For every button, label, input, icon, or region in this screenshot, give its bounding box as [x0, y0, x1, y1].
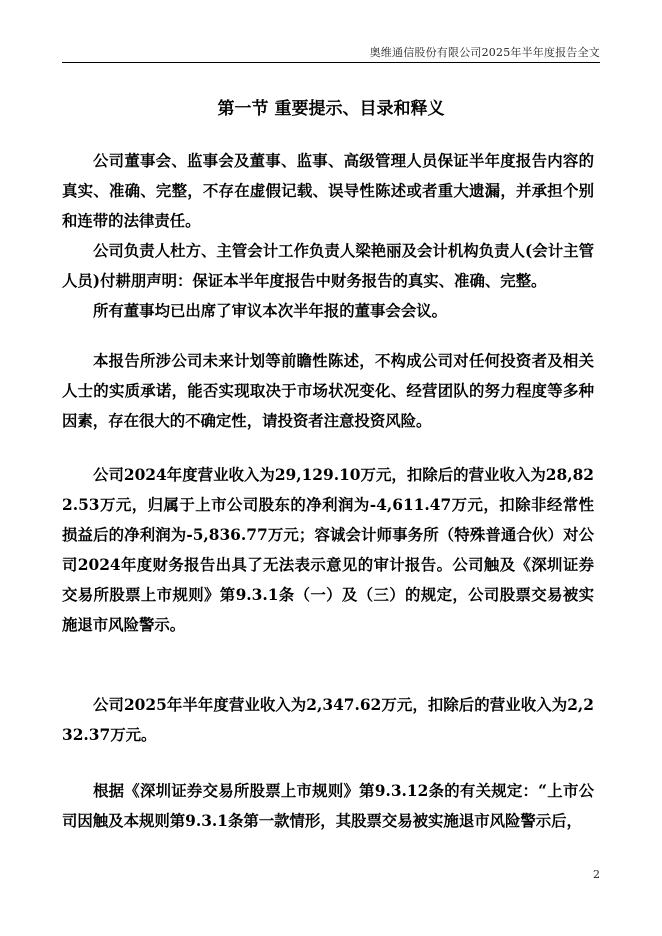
paragraph-board-guarantee: 公司董事会、监事会及董事、监事、高级管理人员保证半年度报告内容的真实、准确、完整，不存在虚假记载、误导性陈述或者重大遗漏，并承担个别和连带的法律责任。 — [62, 152, 594, 230]
page-number: 2 — [593, 868, 600, 881]
paragraph-forward-looking: 本报告所涉公司未来计划等前瞻性陈述，不构成公司对任何投资者及相关人士的实质承诺，能否实现取决于市场状况变化、经营团队的努力程度等多种因素，存在很大的不确定性，请投资者注意投资风险。 — [62, 352, 594, 430]
paragraph-responsible-persons: 公司负责人杜方、主管会计工作负责人梁艳丽及会计机构负责人(会计主管人员)付耕朋声明：保证本半年度报告中财务报告的真实、准确、完整。 — [62, 242, 594, 290]
paragraph-delisting-rules: 根据《深圳证券交易所股票上市规则》第9.3.12条的有关规定：“上市公司因触及本规则第9.3.1条第一款情形，其股票交易被实施退市风险警示后， — [62, 782, 594, 830]
page-header — [62, 40, 600, 63]
section-title: 第一节 重要提示、目录和释义 — [217, 99, 445, 119]
paragraph-board-attendance: 所有董事均已出席了审议本次半年报的董事会会议。 — [93, 302, 447, 320]
paragraph-2025-revenue: 公司2025年半年度营业收入为2,347.62万元，扣除后的营业收入为2,232.37万元。 — [62, 696, 594, 744]
header-company-title: 奥维通信股份有限公司2025年半年度报告全文 — [369, 46, 600, 59]
paragraph-2024-financials: 公司2024年度营业收入为29,129.10万元，扣除后的营业收入为28,822.53万元，归属于上市公司股东的净利润为-4,611.47万元，扣除非经常性损益后的净利润为-5,836.77万元；容诚会计师事务所（特殊普通合伙）对公司2024年度财务报告出具了无法表示意见的审计报告。公司触及《深圳证券交易所股票上市规则》第9.3.1条（一）及（三）的规定，公司股票交易被实施退市风险警示。 — [62, 466, 594, 634]
